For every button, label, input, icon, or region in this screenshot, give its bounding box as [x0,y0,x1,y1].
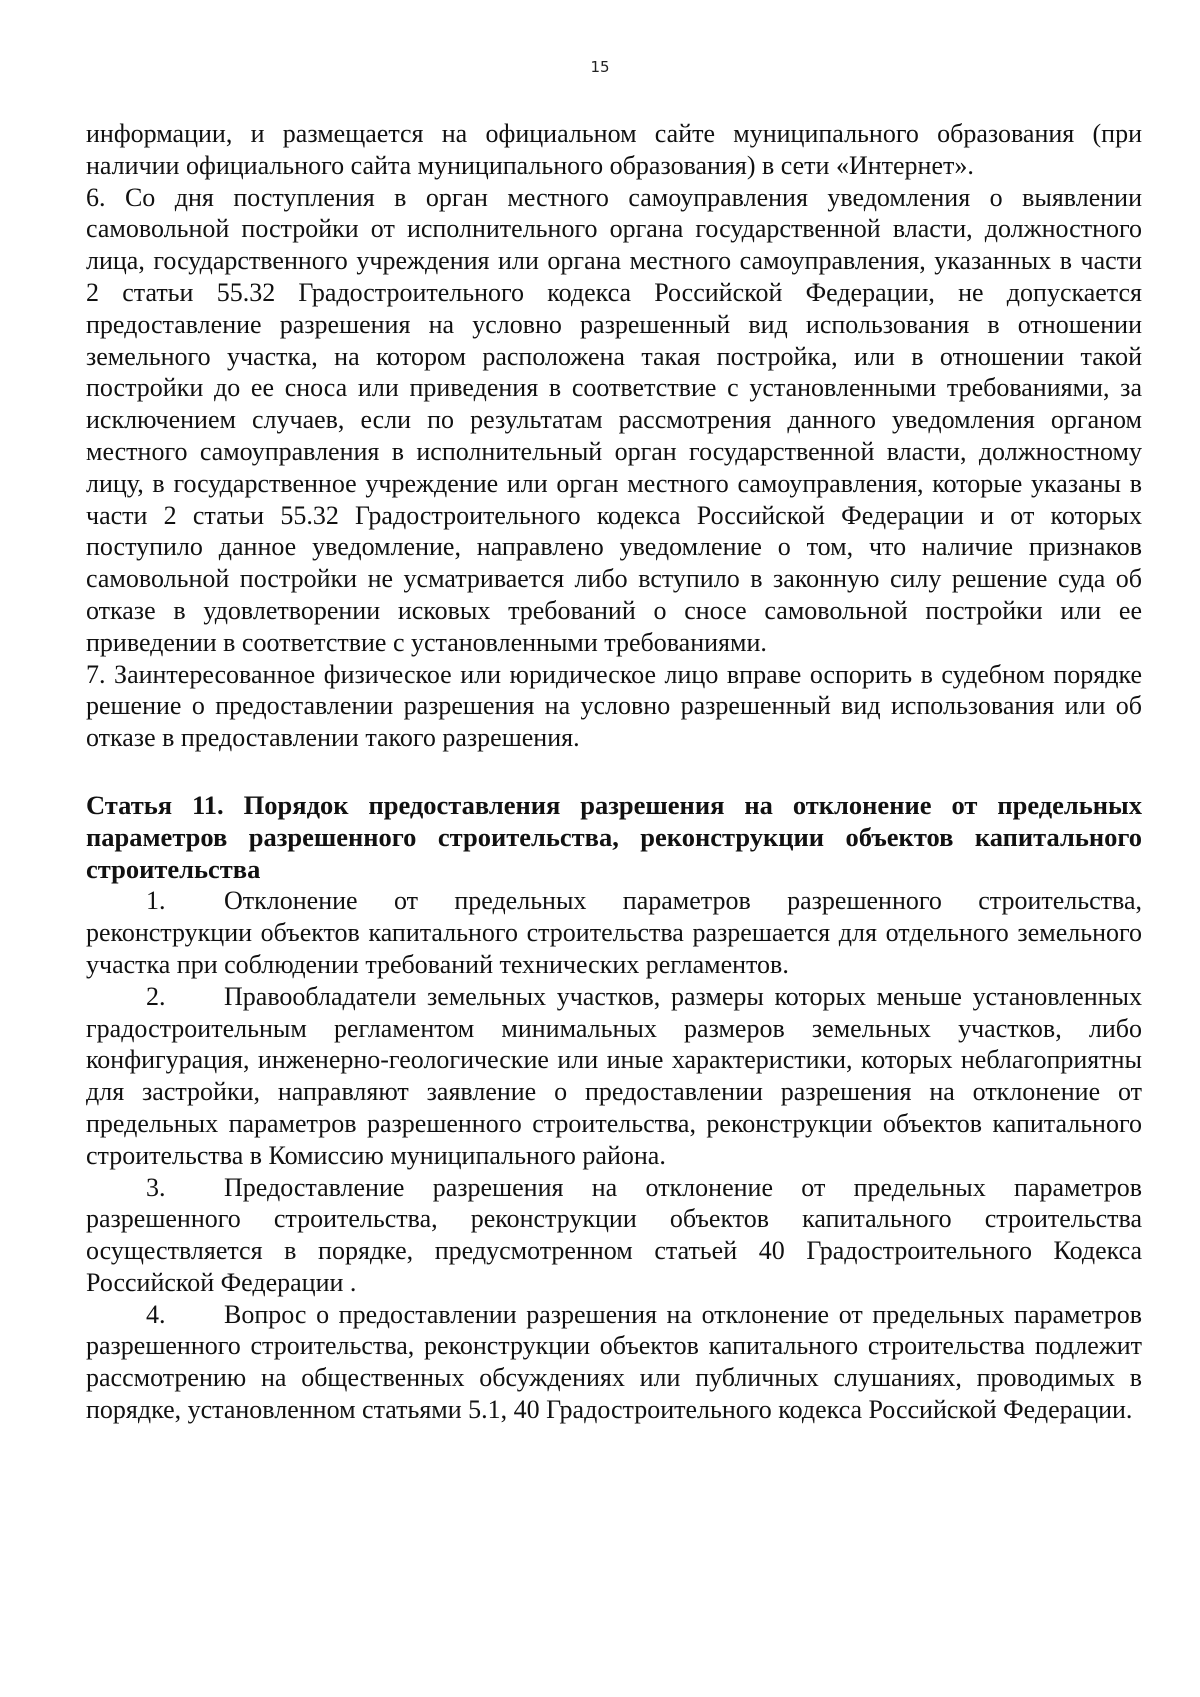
item-text: Отклонение от предельных параметров разрешенного строительства, реконструкции объектов капитального строительства разрешается для отдельного земельного участка при соблюдении требований технических регламентов. [86,886,1142,979]
document-body [86,118,1142,1426]
item-number: 4. [146,1299,166,1329]
paragraph-item-7: 7. Заинтересованное физическое или юридическое лицо вправе оспорить в судебном порядке решение о предоставлении разрешения на условно разрешенный вид использования или об отказе в предоставлении такого разрешения. [86,659,1142,753]
paragraph-continuation: информации, и размещается на официальном сайте муниципального образования (при наличии официального сайта муниципального образования) в сети «Интернет». [86,119,1142,180]
article-11-item-3 [86,1172,1142,1299]
paragraph-item-6: 6. Со дня поступления в орган местного самоуправления уведомления о выявлении самовольной постройки от исполнительного органа государственной власти, должностного лица, государственного учреждения или органа местного самоуправления, указанных в части 2 статьи 55.32 Градостроительного кодекса Российской Федерации, не допускается предоставление разрешения на условно разрешенный вид использования в отношении земельного участка, на котором расположена такая постройка, или в отношении такой постройки до ее сноса или приведения в соответствие с установленными требованиями, за исключением случаев, если по результатам рассмотрения данного уведомления органом местного самоуправления в исполнительный орган государственной власти, должностному лицу, в государственное учреждение или орган местного самоуправления, которые указаны в части 2 статьи 55.32 Градостроительного кодекса Российской Федерации и от которых поступило данное уведомление, направлено уведомление о том, что наличие признаков самовольной постройки не усматривается либо вступило в законную силу решение суда об отказе в удовлетворении исковых требований о сносе самовольной постройки или ее приведении в соответствие с установленными требованиями. [86,182,1142,657]
article-11-item-2 [86,981,1142,1172]
item-text: Вопрос о предоставлении разрешения на отклонение от предельных параметров разрешенного строительства, реконструкции объектов капитального строительства подлежит рассмотрению на общественных обсуждениях или публичных слушаниях, проводимых в порядке, установленном статьями 5.1, 40 Градостроительного кодекса Российской Федерации. [86,1299,1142,1425]
item-text: Предоставление разрешения на отклонение от предельных параметров разрешенного строительства, реконструкции объектов капитального строительства осуществляется в порядке, предусмотренном статьей 40 Градостроительного Кодекса Российской Федерации . [86,1172,1142,1297]
article-11-item-1 [86,885,1142,980]
article-11-item-4 [86,1299,1142,1426]
item-text: Правообладатели земельных участков, размеры которых меньше установленных градостроительным регламентом минимальных размеров земельных участков, либо конфигурация, инженерно-геологические или иные характеристики, которых неблагоприятны для застройки, направляют заявление о предоставлении разрешения на отклонение от предельных параметров разрешенного строительства, реконструкции объектов капитального строительства в Комиссию муниципального района. [86,981,1142,1170]
item-number: 2. [146,981,166,1011]
article-11-heading: Статья 11. Порядок предоставления разрешения на отклонение от предельных параметров разрешенного строительства, реконструкции объектов капитального строительства [86,789,1142,884]
page-number: 15 [590,58,610,76]
item-number: 3. [146,1172,166,1202]
item-number: 1. [146,886,166,916]
